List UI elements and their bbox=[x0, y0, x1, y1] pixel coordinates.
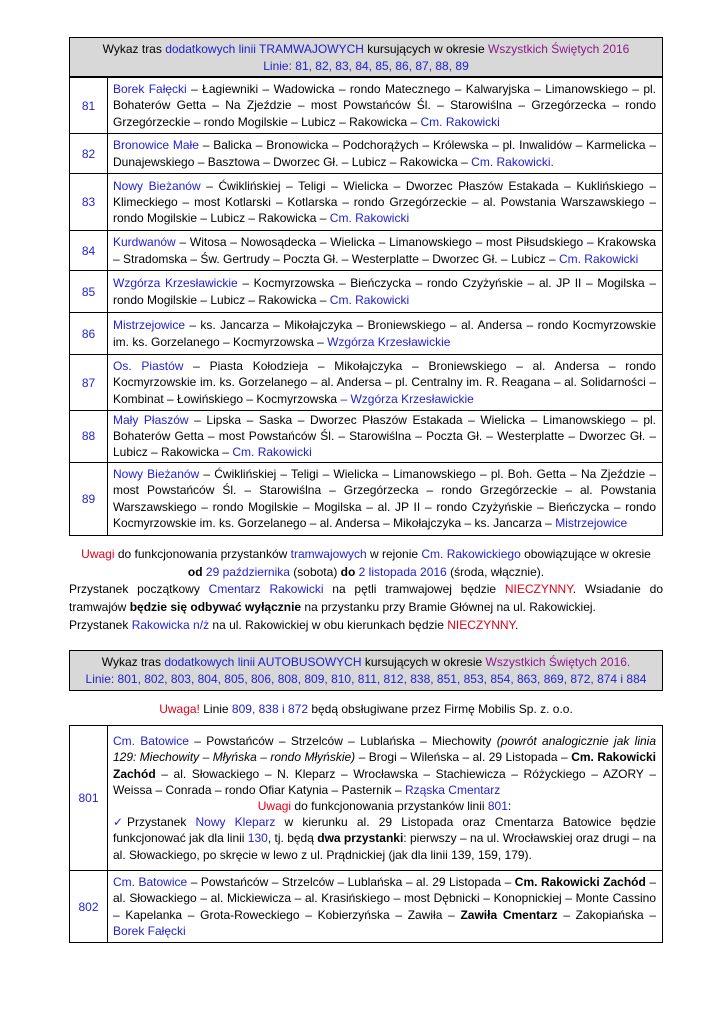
route-description bbox=[108, 871, 663, 943]
text-segment: będzie się odbywać wyłącznie bbox=[129, 600, 302, 614]
tram-row-81 bbox=[70, 78, 663, 134]
text-segment: Wzgórza Krzesławickie bbox=[113, 276, 238, 291]
text-segment: w rejonie bbox=[366, 547, 422, 561]
text-segment: . bbox=[515, 618, 519, 632]
text-segment: : bbox=[507, 799, 512, 813]
text-segment: – Łagiewniki – Wadowicka – rondo Matecznego – Kalwaryjska – Limanowskiego – pl. Bohaterów Getta – Na Zjeździe – most Powstańców Śl. – Starowiślna – Grzegórzecka – rondo Grzegórzeckie – rondo Mogilskie – Lubicz – Rakowicka – bbox=[113, 82, 656, 129]
text-segment: Bronowice Małe bbox=[113, 138, 199, 153]
text-segment: Mistrzejowice bbox=[113, 318, 186, 333]
text-segment: Kurdwanów bbox=[113, 235, 176, 250]
route-description bbox=[108, 462, 663, 535]
text-segment: – Ćwiklińskiej – Teligi – Wielicka – Limanowskiego – pl. Boh. Getta – Na Zjeździe – most Powstańców Śl. – Starowiślna – Grzegórzecka – rondo Grzegórzeckie – al. Powstania Warszawskiego – rondo Mogilskie – Mogilska – al. JP II – rondo Czyżyńskie – Bieńczycka – rondo Kocmyrzowskie im. ks. Gorzelanego – al. Andersa – Mikołajczyka – ks. Jancarza – bbox=[113, 467, 656, 530]
route-text bbox=[113, 81, 656, 130]
tram-routes-table bbox=[69, 77, 663, 536]
route-description bbox=[108, 411, 663, 463]
text-segment: – Lipska – Saska – Dworzec Płaszów Estakada – Wielicka – Limanowskiego – pl. Bohaterów Getta – most Powstańców Śl. – Starowiślna – Poczta Gł. – Westerplatte – Dworzec Gł. – Lubicz – Rakowicka – bbox=[113, 413, 656, 460]
text-segment: Cm. Rakowicki bbox=[232, 445, 312, 460]
text-segment: na przystanku przy Bramie Głównej na ul. Rakowickiej. bbox=[301, 600, 596, 614]
route-description bbox=[108, 313, 663, 355]
bus-routes-table bbox=[69, 725, 663, 943]
line-number: 89 bbox=[70, 462, 108, 535]
tram-notice-line1 bbox=[69, 545, 663, 563]
tram-notice-para1 bbox=[69, 580, 663, 616]
tram-lines-list: Linie: 81, 82, 83, 84, 85, 86, 87, 88, 89 bbox=[263, 59, 469, 73]
text-segment: – Wzgórza Krzesławickie bbox=[340, 391, 474, 406]
text-segment: 130 bbox=[247, 831, 268, 846]
text-segment: dwa przystanki bbox=[317, 831, 404, 846]
tram-notice-para2 bbox=[69, 616, 663, 634]
text-segment: kursujących w okresie bbox=[361, 655, 486, 669]
text-segment: – ks. Jancarza – Mikołajczyka – Broniewskiego – al. Andersa – rondo Kocmyrzowskie im. ks. Gorzelanego – Kocmyrzowska – bbox=[113, 318, 656, 349]
text-segment: Przystanek początkowy bbox=[69, 582, 209, 596]
bus-row-802 bbox=[70, 871, 663, 943]
text-segment: do funkcjonowania przystanków linii bbox=[291, 799, 488, 813]
text-segment: (powrót analogicznie jak linia 129: Miechowity – Młyńska – rondo Młyńskie) bbox=[113, 734, 656, 765]
text-segment: Cm. Rakowicki Zachód bbox=[514, 875, 646, 890]
text-segment: na ul. Rakowickiej w obu kierunkach będzie bbox=[209, 618, 448, 632]
line-number: 801 bbox=[70, 726, 108, 871]
line-number: 802 bbox=[70, 871, 108, 943]
line-number: 86 bbox=[70, 313, 108, 355]
tram-header-title bbox=[70, 41, 662, 58]
text-segment: Cm. Batowice bbox=[113, 875, 188, 890]
text-segment: Borek Fałęcki bbox=[113, 82, 187, 97]
text-segment: . Wsiadanie do tramwajów bbox=[69, 582, 663, 614]
text-segment: 2 listopada 2016 bbox=[355, 565, 447, 579]
text-segment: Zawiła Cmentarz bbox=[460, 907, 558, 922]
route-description bbox=[108, 174, 663, 231]
text-segment: na pętli tramwajowej będzie bbox=[323, 582, 505, 596]
text-segment: Mały Płaszów bbox=[113, 413, 189, 427]
route-text bbox=[113, 317, 656, 349]
bus-row-801 bbox=[70, 726, 663, 871]
text-segment: (sobota) bbox=[289, 565, 341, 579]
checkmark-icon: ✓ bbox=[113, 815, 124, 830]
text-segment: 809, 838 i 872 bbox=[231, 702, 308, 716]
text-segment: Wykaz tras bbox=[102, 42, 166, 56]
text-segment: będą obsługiwane przez Firmę Mobilis Sp. z. o.o. bbox=[308, 702, 573, 716]
route-text bbox=[113, 733, 656, 798]
tram-row-84 bbox=[70, 231, 663, 271]
tram-row-87 bbox=[70, 355, 663, 411]
text-segment: – Ćwiklińskiej – Teligi – Wielicka – Dworzec Płaszów Estakada – Kuklińskiego – Klimeckiego – most Kotlarski – Kotlarska – rondo Grzegórzeckie – al. Powstania Warszawskiego – rondo Mogilskie – Lubicz – Rakowicka – bbox=[113, 178, 656, 226]
text-segment: – Zakopiańska – bbox=[557, 907, 656, 922]
line-number: 88 bbox=[70, 411, 108, 463]
bus-header-title bbox=[70, 654, 662, 671]
route-text bbox=[113, 466, 656, 531]
tram-row-86 bbox=[70, 313, 663, 355]
route-description bbox=[108, 231, 663, 271]
line-number: 85 bbox=[70, 271, 108, 313]
text-segment: Przystanek bbox=[127, 815, 196, 830]
text-segment: od bbox=[187, 565, 203, 579]
route-text bbox=[113, 178, 656, 227]
text-segment: – Kocmyrzowska – Bieńczycka – rondo Czyżyńskie – al. JP II – Mogilska – rondo Mogilskie – Lubicz – Rakowicka – bbox=[113, 276, 656, 307]
text-segment: tramwajowych bbox=[290, 547, 367, 561]
route-description bbox=[108, 355, 663, 411]
route-text bbox=[113, 275, 656, 307]
text-segment: dodatkowych linii TRAMWAJOWYCH bbox=[165, 42, 364, 56]
route-text bbox=[113, 412, 656, 461]
text-segment: Wzgórza Krzesławickie bbox=[327, 334, 451, 349]
text-segment: Cm. Batowice bbox=[113, 734, 189, 749]
text-segment: w kierunku al. 29 Listopada oraz Cmentarza Batowice będzie funkcjonować jak dla linii bbox=[113, 815, 656, 846]
route-description bbox=[108, 78, 663, 134]
text-segment: Wykaz tras bbox=[101, 655, 165, 669]
line-number: 83 bbox=[70, 174, 108, 231]
text-segment: – Piasta Kołodzieja – Mikołajczyka – Broniewskiego – al. Andersa – rondo Kocmyrzowskie im. ks. Gorzelanego – al. Andersa – pl. Centralny im. R. Reagana – al. Solidarności – Kombinat – Łowińskiego – Kocmyrzowska bbox=[113, 359, 656, 406]
route-text bbox=[113, 874, 656, 939]
text-segment: – Balicka – Bronowicka – Podchorążych – Królewska – pl. Inwalidów – Karmelicka – Dunajewskiego – Basztowa – Dworzec Gł. – Lubicz – Rakowicka – bbox=[113, 138, 657, 169]
text-segment: , tj. będą bbox=[267, 831, 318, 846]
text-segment: Cm. Rakowickiego bbox=[421, 547, 521, 561]
route-text bbox=[113, 234, 656, 266]
route-note bbox=[113, 814, 656, 863]
route-description bbox=[108, 134, 663, 174]
text-segment: Rząska Cmentarz bbox=[404, 782, 501, 797]
route-note-title bbox=[113, 798, 656, 814]
text-segment: Przystanek bbox=[69, 618, 132, 632]
tram-notice-heading bbox=[69, 545, 663, 581]
text-segment: do bbox=[340, 565, 356, 579]
tram-row-82 bbox=[70, 134, 663, 174]
text-segment: : pierwszy – na ul. Wrocławskiej oraz drugi – na al. Słowackiego, po skręcie w lewo z ul. Prądnickiej (jak dla linii 139, 159, 179). bbox=[113, 831, 656, 862]
text-segment: Wszystkich Świętych 2016 bbox=[487, 42, 630, 56]
text-segment: Nowy Bieżanów bbox=[113, 467, 200, 482]
line-number: 87 bbox=[70, 355, 108, 411]
text-segment: kursujących w okresie bbox=[363, 42, 488, 56]
bus-header bbox=[69, 650, 663, 691]
text-segment: Os. Piastów bbox=[113, 359, 184, 374]
text-segment: – Powstańców – Strzelców – Lublańska – Miechowity bbox=[188, 734, 497, 749]
bus-warning bbox=[69, 700, 663, 718]
text-segment: – al. Słowackiego – N. Kleparz – Wrocławska – Stachiewicza – Różyckiego – AZORY – Weissa – Conrada – rondo Ofiar Katynia – Pasternik – bbox=[113, 766, 656, 797]
text-segment: Cm. Rakowicki bbox=[329, 292, 410, 307]
text-segment: obowiązujące w okresie bbox=[520, 547, 651, 561]
route-description bbox=[108, 271, 663, 313]
text-segment: Linie bbox=[199, 702, 232, 716]
text-segment: Mistrzejowice bbox=[555, 515, 628, 530]
text-segment: Uwagi bbox=[257, 799, 292, 813]
text-segment: (środa, włącznie). bbox=[446, 565, 545, 579]
text-segment: dodatkowych linii AUTOBUSOWYCH bbox=[164, 655, 362, 669]
text-segment: NIECZYNNY bbox=[504, 582, 573, 596]
text-segment: Nowy Kleparz bbox=[195, 815, 276, 830]
text-segment: Uwagi bbox=[81, 547, 115, 561]
text-segment: 801 bbox=[487, 799, 508, 813]
text-segment: – Brogi – Wileńska – al. 29 Listopada – bbox=[355, 750, 572, 765]
tram-row-83 bbox=[70, 174, 663, 231]
tram-row-89 bbox=[70, 462, 663, 535]
text-segment: NIECZYNNY bbox=[447, 618, 515, 632]
tram-notice-line2 bbox=[69, 563, 663, 581]
text-segment: Cm. Rakowicki bbox=[420, 114, 500, 129]
tram-row-85 bbox=[70, 271, 663, 313]
text-segment: Nowy Bieżanów bbox=[113, 178, 201, 193]
text-segment: Uwaga! bbox=[159, 702, 200, 716]
line-number: 81 bbox=[70, 78, 108, 134]
bus-lines-list: Linie: 801, 802, 803, 804, 805, 806, 808, 809, 810, 811, 812, 838, 851, 853, 854, 863, 869, 872, 874 i 884 bbox=[85, 672, 647, 686]
text-segment: – Witosa – Nowosądecka – Wielicka – Limanowskiego – most Piłsudskiego – Krakowska – Stradomska – Św. Gertrudy – Poczta Gł. – Westerplatte – Dworzec Gł. – Lubicz – bbox=[113, 235, 656, 266]
text-segment: – al. Słowackiego – al. Mickiewicza – al. Krasińskiego – most Dębnicki – Konopnickiej – Monte Cassino – Kapelanka – Grota-Roweckiego – Kobierzyńska – Zawiła – bbox=[113, 875, 657, 922]
text-segment: do funkcjonowania przystanków bbox=[114, 547, 291, 561]
line-number: 82 bbox=[70, 134, 108, 174]
line-number: 84 bbox=[70, 231, 108, 271]
tram-row-88 bbox=[70, 411, 663, 463]
route-description bbox=[108, 726, 663, 871]
text-segment: – Powstańców – Strzelców – Lublańska – al. 29 Listopada – bbox=[187, 875, 515, 890]
text-segment: Cmentarz Rakowicki bbox=[208, 582, 324, 596]
text-segment: Cm. Rakowicki Zachód bbox=[113, 750, 657, 781]
text-segment: Cm. Rakowicki bbox=[558, 251, 639, 266]
route-text bbox=[113, 358, 656, 407]
text-segment: Rakowicka n/ż bbox=[131, 618, 210, 632]
tram-header bbox=[69, 37, 663, 77]
text-segment: Wszystkich Świętych 2016. bbox=[485, 655, 631, 669]
text-segment: Borek Fałęcki bbox=[113, 923, 186, 938]
text-segment: Cm. Rakowicki bbox=[329, 211, 410, 226]
text-segment: 29 października bbox=[202, 565, 290, 579]
route-text bbox=[113, 137, 656, 169]
text-segment: Cm. Rakowicki. bbox=[471, 154, 554, 169]
